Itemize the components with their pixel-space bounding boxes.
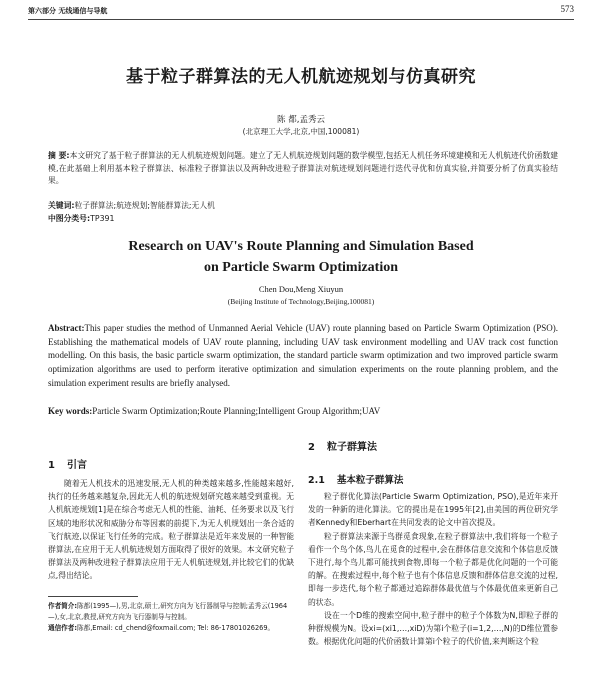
running-header xyxy=(28,4,574,20)
section-1-title: 引言 xyxy=(66,460,87,471)
section-1-body xyxy=(48,477,294,583)
section-1-paragraph: 随着无人机技术的迅速发展,无人机的种类越来越多,性能越来越好,执行的任务越来越复杂,因此无人机的航迹规划研究越来越受到重视。无人机航迹规划[1]是在综合考虑无人机的性能、油耗、任务要求以及飞行区域的地形状况和威胁分布等因素的前提下,为无人机规划出一条合适的飞行航迹,以保证飞行任务的完成。粒子群算法是近年来发展的一种智能群算法,在应用于无人机航迹规划方面取得了很好的效果。本文研究粒子群算法及两种改进粒子群算法应用于无人机航迹规划,并比较它们的优缺点,得出结论。 xyxy=(48,479,294,581)
english-title-line-1: Research on UAV's Route Planning and Simulation Based xyxy=(128,239,474,254)
footnote xyxy=(48,601,294,634)
english-keywords xyxy=(48,406,558,416)
chinese-title: 基于粒子群算法的无人机航迹规划与仿真研究 xyxy=(126,67,476,87)
english-keywords-label: Key words: xyxy=(48,406,93,416)
section-2-1-paragraph-3: 设在一个D维的搜索空间中,粒子群中的粒子个体数为N,即粒子群的种群规模为N。设xi=(xi1,…,xiD)为第i个粒子(i=1,2,…,N)的D维位置参数。根据优化问题的代价函数计算第i个粒子的代价值,来判断这个粒 xyxy=(308,610,558,647)
section-2-title: 粒子群算法 xyxy=(326,442,377,453)
section-2-number: 2 xyxy=(308,442,315,453)
footnote-rule xyxy=(48,596,138,597)
chinese-abstract-text: 本文研究了基于粒子群算法的无人机航迹规划问题。建立了无人机航迹规划问题的数学模型,包括无人机任务环境建模和无人机航迹代价函数建模,在此基础上利用基本粒子群算法、标准粒子群算法以及两种改进粒子群算法对航迹规划问题进行迭代寻优和仿真实验,并简要分析了仿真实验结果。 xyxy=(48,151,558,186)
footnote-author xyxy=(48,601,294,623)
footnote-contact-text: 陈都,Email: cd_chend@foxmail.com; Tel: 86-17801026269。 xyxy=(77,624,275,632)
footnote-contact xyxy=(48,623,294,634)
chinese-authors: 陈 都,孟秀云 xyxy=(277,115,325,125)
chinese-affiliation: (北京理工大学,北京,中国,100081) xyxy=(242,127,360,136)
english-abstract-text: This paper studies the method of Unmanned Aerial Vehicle (UAV) route planning based on Particle Swarm Optimization (PSO). Establishing the mathematical models of UAV route planning, including UAV task environment modelling and UAV track cost function modelling. On this basis, the basic particle swarm optimization, the standard particle swarm optimization and two improved particle swarm optimization algorithms are used to perform iterative optimization and simulation experiments on the route planning problem, and the simulation experiment results are briefly analysed. xyxy=(48,323,558,388)
section-2-1-number: 2.1 xyxy=(308,475,325,486)
footnote-author-label: 作者简介: xyxy=(48,602,78,610)
chinese-clc-text: TP391 xyxy=(90,214,115,223)
english-abstract xyxy=(48,322,558,391)
english-keywords-text: Particle Swarm Optimization;Route Planning;Intelligent Group Algorithm;UAV xyxy=(92,406,381,416)
footnote-author-text: 陈都(1995—),男,北京,硕士,研究方向为飞行器制导与控制;孟秀云(1964—),女,北京,教授,研究方向为飞行器制导与控制。 xyxy=(48,602,288,621)
page-number: 573 xyxy=(560,4,574,14)
chinese-abstract-label: 摘 要: xyxy=(48,151,70,160)
chinese-keywords-label: 关键词: xyxy=(48,201,75,210)
section-2-1-body xyxy=(308,490,558,648)
english-title-line-2: on Particle Swarm Optimization xyxy=(203,260,399,275)
chinese-clc xyxy=(48,213,558,224)
section-1-heading xyxy=(48,456,87,471)
english-affiliation: (Beijing Institute of Technology,Beijing,100081) xyxy=(227,297,375,306)
header-section-label: 第六部分 无线通信与导航 xyxy=(28,7,108,15)
chinese-abstract xyxy=(48,150,558,188)
chinese-clc-label: 中图分类号: xyxy=(48,214,91,223)
section-2-1-heading xyxy=(308,472,403,486)
section-2-1-paragraph-1: 粒子群优化算法(Particle Swarm Optimization, PSO),是近年来开发的一种新的进化算法。它的提出是在1995年[2],由美国的两位研究学者Kennedy和Eberhart在共同发表的论文中首次提及。 xyxy=(308,492,558,528)
chinese-keywords xyxy=(48,200,558,211)
section-2-1-paragraph-2: 粒子群算法来源于鸟群觅食现象,在粒子群算法中,我们将每一个粒子看作一个鸟个体,鸟儿在觅食的过程中,会在群体信息交流和个体信息反馈下进行,每个鸟儿都可能找到食物,即每一个粒子都是优化问题的一个可能的解。在搜索过程中,每个粒子也有个体信息反馈和群体信息交流的过程,即每一步迭代,每个粒子都通过追踪群体最优值与个体最优值来更新自己的状态。 xyxy=(308,531,558,607)
chinese-keywords-text: 粒子群算法;航迹规划;智能群算法;无人机 xyxy=(74,201,215,210)
section-2-1-title: 基本粒子群算法 xyxy=(336,475,404,486)
section-2-heading xyxy=(308,438,377,453)
section-1-number: 1 xyxy=(48,460,55,471)
english-authors: Chen Dou,Meng Xiuyun xyxy=(258,284,344,294)
english-title xyxy=(28,236,574,278)
footnote-contact-label: 通信作者: xyxy=(48,624,78,632)
english-abstract-label: Abstract: xyxy=(48,323,85,333)
